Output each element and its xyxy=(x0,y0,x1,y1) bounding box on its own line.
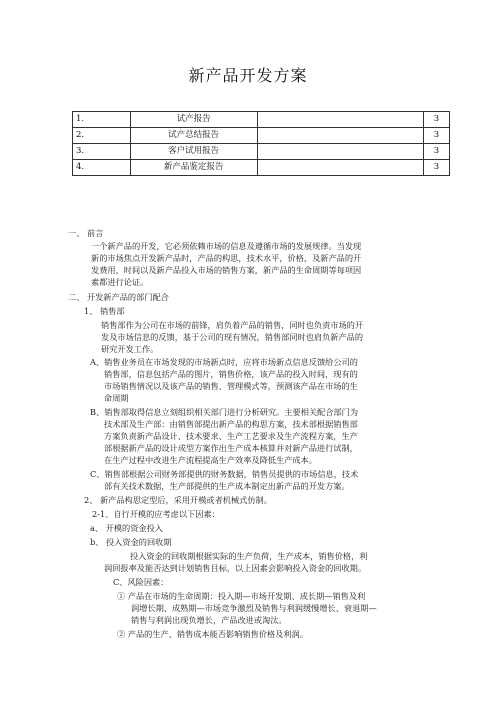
paragraph-line: C、销售部根据公司财务部提供的财务数据，销售员提供的市场信息，技术 xyxy=(90,469,359,479)
paragraph-line: 发及市场信息的反馈，基于公司的现有情况，销售部同时也肩负新产品的 xyxy=(101,332,364,342)
toc-num: 4. xyxy=(73,160,131,176)
paragraph-line: B、销售部取得信息立刻组织相关部门进行分析研究。主要相关配合部门为 xyxy=(90,407,359,417)
paragraph-line: 润增长期、成熟期—市场竞争激烈及销售与利润缓慢增长、衰退期— xyxy=(131,603,377,613)
toc-blank xyxy=(257,128,423,144)
toc-name: 新产品鉴定报告 xyxy=(130,160,257,176)
item-heading: 2、 新产品构思定型后，采用开模或者机械式仿制。 xyxy=(84,495,272,505)
toc-blank xyxy=(257,144,423,160)
paragraph-line: 部有关技术数据，生产部提供的生产成本制定出新产品的开发方案。 xyxy=(104,481,350,491)
toc-row xyxy=(73,144,450,160)
list-item: a、 开模的资金投入 xyxy=(90,523,163,533)
section-heading: 二、 开发新产品的部门配合 xyxy=(68,292,169,302)
toc-num: 2. xyxy=(73,128,131,144)
paragraph-line: 方案负责新产品设计、技术要求、生产工艺要求及生产流程方案，生产 xyxy=(104,431,358,441)
toc-page: 3 xyxy=(423,160,449,176)
list-item: C、风险因素： xyxy=(113,577,169,587)
paragraph-line: ② 产品的生产、销售成本能否影响销售价格及利润。 xyxy=(117,629,308,639)
section-heading: 一、 前言 xyxy=(68,228,104,238)
toc-page: 3 xyxy=(423,144,449,160)
toc-blank xyxy=(257,112,423,128)
paragraph-line: 销售部，信息包括产品的图片，销售价格，该产品的投入时间，现有的 xyxy=(104,369,358,379)
paragraph-line: 素都进行论证。 xyxy=(91,277,149,287)
toc-page: 3 xyxy=(423,128,449,144)
page-title: 新产品开发方案 xyxy=(188,66,308,85)
toc-table xyxy=(72,111,450,176)
toc-blank xyxy=(257,160,423,176)
paragraph-line: 研究开发工作。 xyxy=(101,344,159,354)
toc-name: 试产总结报告 xyxy=(130,128,257,144)
paragraph-line: 销售与利润出现负增长，产品改进或淘汰。 xyxy=(131,615,287,625)
toc-name: 试产报告 xyxy=(130,112,257,128)
item-heading: 2-1、自行开模的应考虑以下因素： xyxy=(92,509,220,519)
paragraph-line: 新的市场焦点开发新产品时，产品的构思，技术水平，价格，及新产品的开 xyxy=(91,253,362,263)
toc-row xyxy=(73,128,450,144)
paragraph-line: 命周期 xyxy=(104,393,129,403)
paragraph-line: 在生产过程中改进生产流程提高生产效率及降低生产成本。 xyxy=(104,455,317,465)
toc-row xyxy=(73,112,450,128)
paragraph-line: 一个新产品的开发，它必须依赖市场的信息及遵循市场的发展规律。当发现 xyxy=(91,241,362,251)
list-item: b、 投入资金的回收期 xyxy=(90,537,172,547)
paragraph-line: 发费用，时间以及新产品投入市场的销售方案，新产品的生命周期等每项因 xyxy=(91,265,362,275)
toc-num: 1. xyxy=(73,112,131,128)
paragraph-line: ① 产品在市场的生命周期：投入期—市场开发期、成长期—销售及利 xyxy=(117,591,366,601)
paragraph-line: 润回报率及能否达到计划销售目标，以上因素会影响投入资金的回收期。 xyxy=(104,563,367,573)
toc-name: 客户试用报告 xyxy=(130,144,257,160)
paragraph-line: 部根据新产品的设计成型方案作出生产成本核算并对新产品进行试制， xyxy=(104,443,358,453)
paragraph-line: 投入资金的回收期根据实际的生产负荷，生产成本，销售价格，利 xyxy=(130,551,368,561)
item-heading: 1、 销售部 xyxy=(84,306,125,316)
paragraph-line: A、销售业务员在市场发现的市场新点时，应将市场新点信息反馈给公司的 xyxy=(90,357,358,367)
paragraph-line: 市场销售情况以及该产品的销售、管理模式等，预测该产品在市场的生 xyxy=(104,381,358,391)
paragraph-line: 销售部作为公司在市场的前锋，肩负着产品的销售，同时也负责市场的开 xyxy=(101,320,364,330)
toc-row xyxy=(73,160,450,176)
toc-num: 3. xyxy=(73,144,131,160)
paragraph-line: 技术部及生产部：由销售部提出新产品的构思方案，技术部根据销售部 xyxy=(104,419,358,429)
toc-page: 3 xyxy=(423,112,449,128)
